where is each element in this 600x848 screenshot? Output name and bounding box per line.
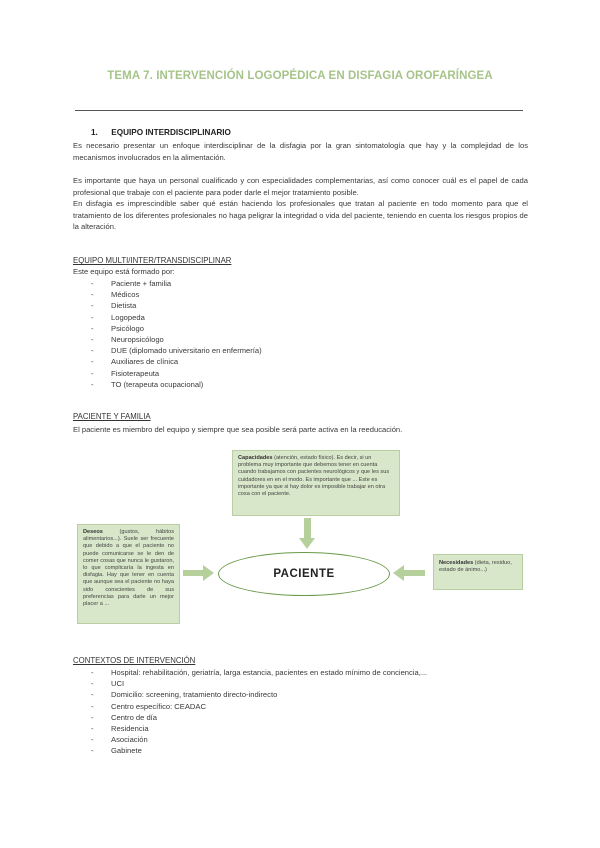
list-item xyxy=(73,278,262,289)
capacities-title: Capacidades xyxy=(238,455,273,461)
bullet-dash: - xyxy=(91,334,94,344)
title-divider xyxy=(75,110,523,111)
bullet-dash: - xyxy=(91,701,94,711)
list-item xyxy=(73,689,427,700)
list-item xyxy=(73,701,427,712)
paragraph-2: Es importante que haya un personal cualificado y con especialidades complementarias, así como conocer cuál es el papel de cada profesional que trabaje con el paciente para poder darle el mejor tratamiento posible. xyxy=(73,176,528,197)
list-item-text: UCI xyxy=(111,679,125,689)
team-heading: EQUIPO MULTI/INTER/TRANSDISCIPLINAR xyxy=(73,256,232,265)
list-item-text: Residencia xyxy=(111,723,149,733)
document-title: TEMA 7. INTERVENCIÓN LOGOPÉDICA EN DISFAGIA OROFARÍNGEA xyxy=(107,70,493,82)
list-item-text: Centro específico: CEADAC xyxy=(111,701,206,711)
section-title: EQUIPO INTERDISCIPLINARIO xyxy=(111,128,231,137)
bullet-dash: - xyxy=(91,379,94,389)
list-item-text: Paciente + familia xyxy=(111,279,172,288)
team-list xyxy=(73,278,262,390)
list-item-text: Psicólogo xyxy=(111,323,144,333)
capacities-box xyxy=(232,450,400,516)
bullet-dash: - xyxy=(91,312,94,322)
list-item-text: Dietista xyxy=(111,301,137,311)
arrow-right-shaft xyxy=(183,570,205,576)
arrow-down-shaft xyxy=(304,518,311,540)
list-item xyxy=(73,667,427,678)
team-intro: Este equipo está formado por: xyxy=(73,267,175,276)
list-item-text: Centro de día xyxy=(111,712,158,722)
needs-title: Necesidades xyxy=(439,560,474,566)
list-item xyxy=(73,345,262,356)
section-number: 1. xyxy=(91,128,98,137)
section-heading xyxy=(91,128,231,137)
arrow-right-head xyxy=(203,565,214,581)
bullet-dash: - xyxy=(91,746,94,756)
arrow-left-shaft xyxy=(403,570,425,576)
list-item-text: Neuropsicólogo xyxy=(111,334,164,344)
list-item xyxy=(73,678,427,689)
contexts-list xyxy=(73,667,427,757)
list-item xyxy=(73,368,262,379)
bullet-dash: - xyxy=(91,323,94,333)
list-item xyxy=(73,323,262,334)
list-item xyxy=(73,745,427,756)
bullet-dash: - xyxy=(91,668,94,677)
list-item-text: Logopeda xyxy=(111,312,145,322)
bullet-dash: - xyxy=(91,712,94,722)
list-item-text: DUE (diplomado universitario en enfermería) xyxy=(111,346,262,356)
bullet-dash: - xyxy=(91,679,94,689)
list-item-text: Gabinete xyxy=(111,746,142,756)
patient-node: PACIENTE xyxy=(218,552,390,596)
bullet-dash: - xyxy=(91,290,94,300)
list-item-text: Auxiliares de clínica xyxy=(111,357,179,367)
bullet-dash: - xyxy=(91,357,94,367)
bullet-dash: - xyxy=(91,368,94,378)
family-text: El paciente es miembro del equipo y siempre que sea posible será parte activa en la reeducación. xyxy=(73,425,403,434)
list-item xyxy=(73,334,262,345)
bullet-dash: - xyxy=(91,735,94,745)
list-item xyxy=(73,356,262,367)
needs-box xyxy=(433,554,523,590)
bullet-dash: - xyxy=(91,690,94,700)
bullet-dash: - xyxy=(91,723,94,733)
list-item-text: TO (terapeuta ocupacional) xyxy=(111,379,204,389)
list-item-text: Hospital: rehabilitación, geriatría, larga estancia, pacientes en estado mínimo de conciencia,... xyxy=(111,668,428,677)
contexts-heading: CONTEXTOS DE INTERVENCIÓN xyxy=(73,656,196,665)
bullet-dash: - xyxy=(91,346,94,356)
paragraph-3: En disfagia es imprescindible saber qué están haciendo los profesionales que tratan al paciente en todo momento para que el tratamiento de los diferentes profesionales no haga peligrar la integridad o vida del paciente, teniendo en cuenta los riesgos propios de la alteración. xyxy=(73,199,528,231)
list-item xyxy=(73,734,427,745)
list-item xyxy=(73,300,262,311)
list-item xyxy=(73,723,427,734)
bullet-dash: - xyxy=(91,279,94,288)
needs-text: (dieta, residuo, estado de ánimo...) xyxy=(439,560,512,574)
wishes-title: Deseos xyxy=(83,529,103,535)
bullet-dash: - xyxy=(91,301,94,311)
list-item-text: Asociación xyxy=(111,735,148,745)
paragraph-1: Es necesario presentar un enfoque interdisciplinar de la disfagia por la gran sintomatología que hay y la complejidad de los mecanismos involucrados en la alimentación. xyxy=(73,141,528,162)
list-item xyxy=(73,289,262,300)
list-item xyxy=(73,712,427,723)
family-heading: PACIENTE Y FAMILIA xyxy=(73,412,151,421)
capacities-text: (atención, estado físico). Es decir, si un problema muy importante que debemos tener en cuenta cuando trabajamos con pacientes neurológicos y que les sus cuidadores en en el modo. Es importante que ... Este es importante ya que si hay dolor es imposible trabajar en otra cosa con el paciente. xyxy=(238,455,390,498)
list-item xyxy=(73,379,262,390)
list-item-text: Domicilio: screening, tratamiento directo-indirecto xyxy=(111,690,278,700)
list-item xyxy=(73,312,262,323)
list-item-text: Médicos xyxy=(111,290,140,300)
wishes-text: (gustos, hábitos alimentarios...). Suele ser frecuente que debido a que el paciente no puede comunicarse se le den de comer cosas que nunca le gustaron, lo que complicaría la ingesta en disfagia. Hay que tener en cuenta que aunque sea el paciente no haya sido conscientes de sus preferencias para darle un mejor placer a ... xyxy=(83,529,174,608)
list-item-text: Fisioterapeuta xyxy=(111,368,160,378)
wishes-box xyxy=(77,524,180,624)
arrow-down-head xyxy=(299,538,315,549)
